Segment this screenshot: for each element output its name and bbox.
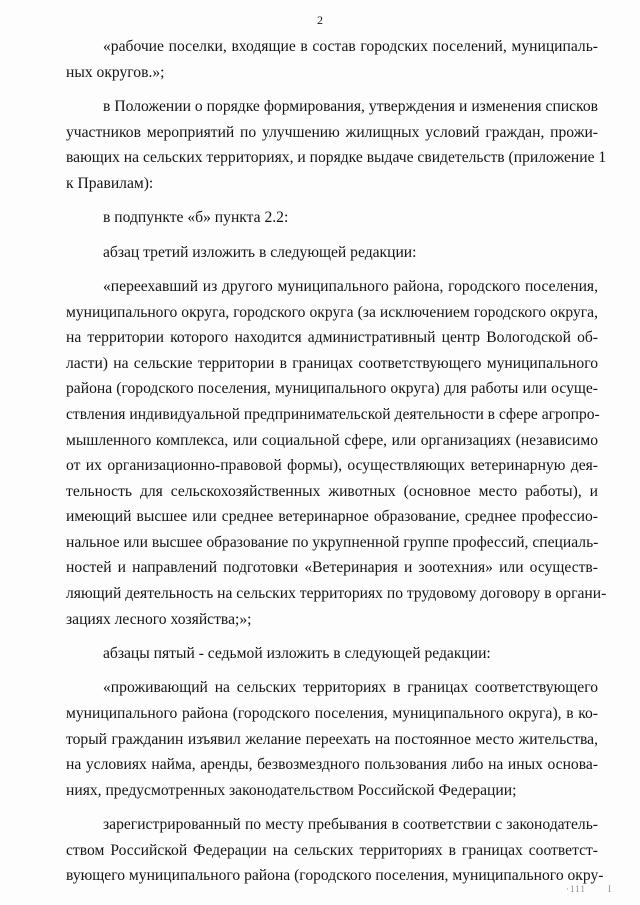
text-line: в Положении о порядке формирования, утверждения и изменения списков xyxy=(103,97,598,115)
text-line: «переехавший из другого муниципального района, городского поселения, xyxy=(103,277,598,295)
text-line: на условиях найма, аренды, безвозмездного пользования либо на иных основа- xyxy=(66,756,598,774)
text-line: района (городского поселения, муниципального округа) для работы или осуще- xyxy=(66,380,598,398)
text-line: абзац третий изложить в следующей редакции: xyxy=(103,243,417,261)
text-line: ласти) на сельские территории в границах соответствующего муниципального xyxy=(66,354,598,372)
text-line: имеющий высшее или среднее ветеринарное образование, среднее профессио- xyxy=(66,508,598,526)
paragraph-registered-text xyxy=(66,812,604,889)
text-line: зациях лесного хозяйства;»; xyxy=(66,610,252,628)
text-line: зарегистрированный по месту пребывания в соответствии с законодатель- xyxy=(103,816,598,834)
text-line: ниях, предусмотренных законодательством Российской Федерации; xyxy=(66,781,517,799)
text-line: ствления индивидуальной предпринимательской деятельности в сфере агропро- xyxy=(66,405,600,423)
text-line: к Правилам): xyxy=(66,174,154,192)
paragraph-fifth-seventh-instruction xyxy=(66,641,598,667)
paragraph-third-para-instruction xyxy=(66,240,598,266)
text-line: «рабочие поселки, входящие в состав городских поселений, муниципаль- xyxy=(103,38,598,55)
paragraph-working-settlements xyxy=(66,34,598,85)
text-line: ством Российской Федерации на сельских территориях в границах соответст- xyxy=(66,841,598,859)
text-line: на территории которого находится административный центр Вологодской об- xyxy=(66,329,598,347)
text-line: от их организационно-правовой формы), осуществляющих ветеринарную дея- xyxy=(66,457,598,475)
paragraph-relocated-quote xyxy=(66,274,607,632)
text-line: тельность для сельскохозяйственных животных (основное место работы), и xyxy=(66,482,598,500)
paragraph-subclause-b xyxy=(66,205,598,231)
text-line: вующего муниципального района (городского поселения, муниципального окру- xyxy=(66,867,604,885)
text-line: участников мероприятий по улучшению жилищных условий граждан, прожи- xyxy=(66,123,598,141)
text-line: ных округов.»; xyxy=(66,63,165,81)
footer-mark-left: ·111 xyxy=(566,884,586,894)
text-line: ляющий деятельность на сельских территориях по трудовому договору в органи- xyxy=(66,585,607,603)
document-body xyxy=(66,34,607,889)
text-line: ностей и направлений подготовки «Ветеринария и зоотехния» или осуществ- xyxy=(66,559,598,577)
text-line: абзацы пятый - седьмой изложить в следующей редакции: xyxy=(103,645,491,663)
text-line: муниципального округа, городского округа (за исключением городского округа, xyxy=(66,303,598,321)
footer-mark-right: I xyxy=(608,884,612,894)
paragraph-regulation-intro xyxy=(66,94,607,196)
paragraph-residing-quote xyxy=(66,675,598,803)
text-line: муниципального района (городского поселения, муниципального округа), в ко- xyxy=(66,705,598,723)
text-line: нальное или высшее образование по укрупненной группе профессий, специаль- xyxy=(66,533,599,551)
text-line: торый гражданин изъявил желание переехать на постоянное место жительства, xyxy=(66,730,598,748)
text-line: вающих на сельских территориях, и порядке выдаче свидетельств (приложение 1 xyxy=(66,149,607,167)
text-line: в подпункте «б» пункта 2.2: xyxy=(103,209,289,227)
page-number: 2 xyxy=(317,13,323,27)
text-line: мышленного комплекса, или социальной сфере, или организациях (независимо xyxy=(66,431,598,449)
text-line: «проживающий на сельских территориях в границах соответствующего xyxy=(103,679,598,697)
